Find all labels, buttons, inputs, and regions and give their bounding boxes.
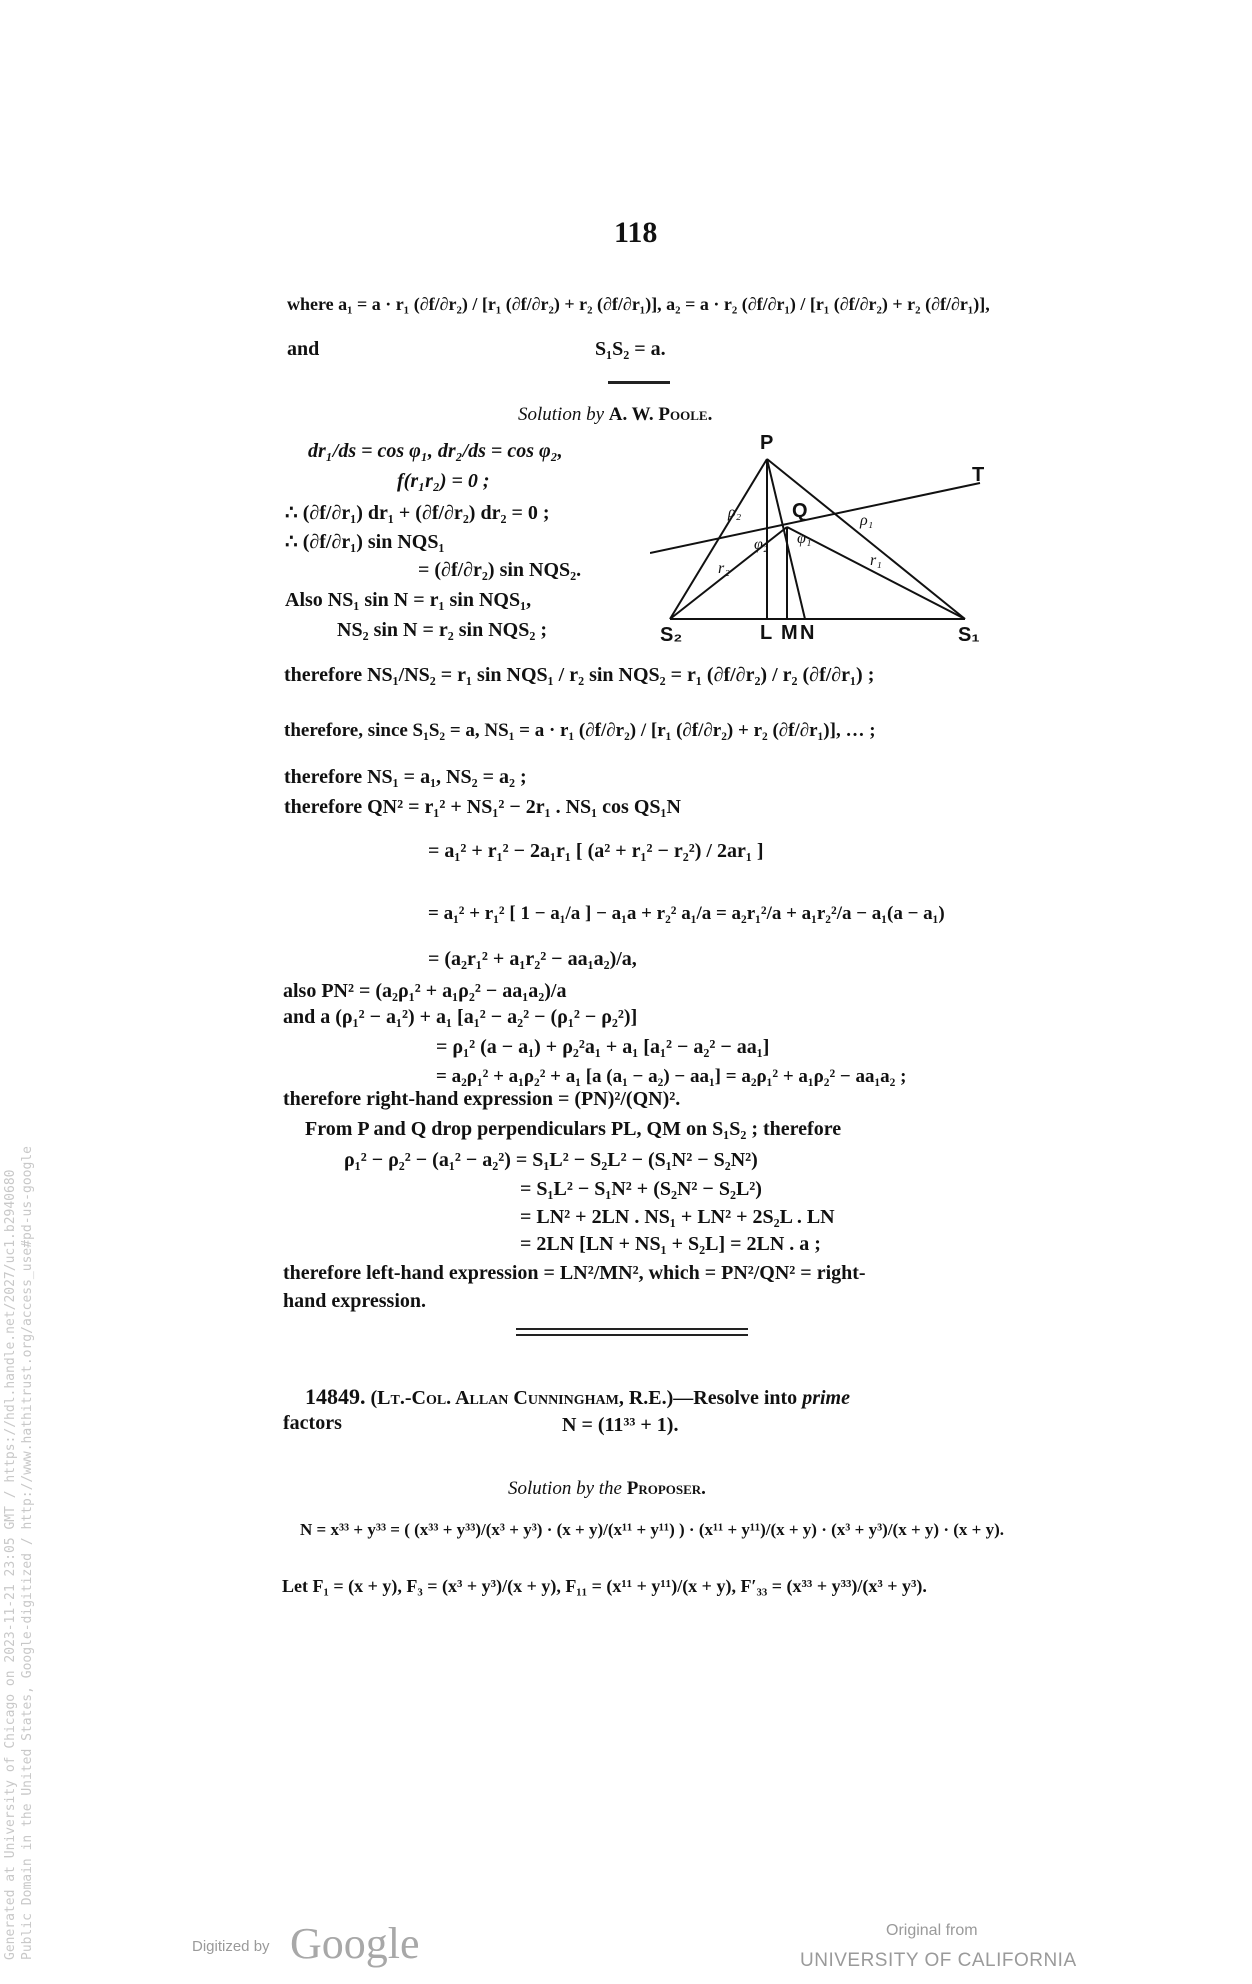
proof-line-20: From P and Q drop perpendiculars PL, QM on S₁S₂ ; therefore	[305, 1118, 842, 1140]
problem-text-italic: prime	[802, 1387, 850, 1409]
proof-line-21: ρ₁² − ρ₂² − (a₁² − a₂²) = S₁L² − S₂L² − (S₁N² − S₂N²)	[344, 1149, 758, 1171]
double-rule-top	[516, 1328, 748, 1330]
label-q: Q	[792, 500, 808, 522]
label-rho1: ρ₁	[860, 512, 874, 529]
proof-line-26: hand expression.	[283, 1290, 427, 1312]
proof-line-5: = (∂f/∂r₂) sin NQS₂.	[418, 559, 582, 581]
line-q-s1	[787, 527, 965, 619]
proof-line-25: therefore left-hand expression = LN²/MN², which = PN²/QN² = right-	[283, 1262, 866, 1284]
geometry-diagram	[650, 425, 1000, 650]
google-logo: Google	[290, 1919, 420, 1968]
problem-equation: N = (11³³ + 1).	[562, 1414, 679, 1436]
proof-line-17: = ρ₁² (a − a₁) + ρ₂²a₁ + a₁ [a₁² − a₂² − aa₁]	[436, 1036, 770, 1058]
proof-line-1: dr₁/ds = cos φ₁, dr₂/ds = cos φ₂,	[308, 440, 563, 462]
proof-line-6: Also NS₁ sin N = r₁ sin NQS₁,	[285, 589, 532, 611]
proof-line-14: = (a₂r₁² + a₁r₂² − aa₁a₂)/a,	[428, 948, 637, 970]
label-s2: S₂	[660, 624, 683, 646]
formula-a1-a2: where a₁ = a · r₁ (∂f/∂r₂) / [r₁ (∂f/∂r₂) + r₂ (∂f/∂r₁)], a₂ = a · r₂ (∂f/∂r₁) / [r₁ (∂f/∂r₂) + r₂ (∂f/∂r₁)],	[287, 294, 990, 314]
proof-line-9: therefore, since S₁S₂ = a, NS₁ = a · r₁ (∂f/∂r₂) / [r₁ (∂f/∂r₂) + r₂ (∂f/∂r₁)], … ;	[284, 720, 876, 741]
watermark-line-1: Generated at University of Chicago on 2023-11-21 23:05 GMT / https://hdl.handle.net/2027/uc1.b2940680	[3, 1169, 18, 1960]
proof-line-19: therefore right-hand expression = (PN)²/(QN)².	[283, 1088, 681, 1110]
solution2-eq2: Let F₁ = (x + y), F₃ = (x³ + y³)/(x + y), F₁₁ = (x¹¹ + y¹¹)/(x + y), F′₃₃ = (x³³ + y³³)/(x³ + y³).	[282, 1576, 927, 1596]
section-divider	[608, 381, 670, 384]
digitized-by-label: Digitized by	[192, 1938, 270, 1955]
proof-line-13: = a₁² + r₁² [ 1 − a₁/a ] − a₁a + r₂² a₁/a = a₂r₁²/a + a₁r₂²/a − a₁(a − a₁)	[428, 903, 945, 924]
s1s2-equation: S₁S₂ = a.	[595, 338, 666, 360]
proof-line-4: ∴ (∂f/∂r₁) sin NQS₁	[285, 531, 445, 553]
proof-line-3: ∴ (∂f/∂r₁) dr₁ + (∂f/∂r₂) dr₂ = 0 ;	[285, 502, 550, 524]
problem-number: 14849.	[305, 1384, 366, 1409]
label-n: N	[800, 622, 815, 644]
proof-line-10: therefore NS₁ = a₁, NS₂ = a₂ ;	[284, 766, 527, 788]
solution-heading-author: A. W. Poole.	[608, 404, 713, 425]
label-s1: S₁	[958, 624, 980, 646]
problem-proposer: (Lt.-Col. Allan Cunningham, R.E.)	[370, 1387, 674, 1409]
proof-line-22: = S₁L² − S₁N² + (S₂N² − S₂L²)	[520, 1178, 762, 1200]
problem-text: —Resolve into	[673, 1387, 798, 1409]
label-phi2: φ₂	[754, 536, 769, 553]
proof-line-15: also PN² = (a₂ρ₁² + a₁ρ₂² − aa₁a₂)/a	[283, 980, 567, 1002]
label-m: M	[781, 622, 798, 644]
original-from-label: Original from	[886, 1922, 978, 1939]
proof-line-23: = LN² + 2LN . NS₁ + LN² + 2S₂L . LN	[520, 1206, 835, 1228]
label-l: L	[760, 622, 773, 644]
label-r1: r₁	[870, 552, 882, 569]
and-word: and	[287, 338, 320, 360]
problem-statement	[305, 1384, 850, 1410]
proof-line-18: = a₂ρ₁² + a₁ρ₂² + a₁ [a (a₁ − a₂) − aa₁] = a₂ρ₁² + a₁ρ₂² − aa₁a₂ ;	[436, 1066, 907, 1087]
problem-factors-word: factors	[283, 1412, 342, 1434]
solution-heading	[518, 404, 712, 426]
proof-line-11: therefore QN² = r₁² + NS₁² − 2r₁ . NS₁ cos QS₁N	[284, 796, 681, 818]
label-r2: r₂	[718, 560, 730, 577]
proof-line-12: = a₁² + r₁² − 2a₁r₁ [ (a² + r₁² − r₂²) / 2ar₁ ]	[428, 840, 764, 862]
watermark-line-2: Public Domain in the United States, Google-digitized / http://www.hathitrust.org/access_use#pd-us-google	[20, 1146, 35, 1960]
label-p: P	[760, 432, 774, 454]
proof-line-8: therefore NS₁/NS₂ = r₁ sin NQS₁ / r₂ sin NQS₂ = r₁ (∂f/∂r₂) / r₂ (∂f/∂r₁) ;	[284, 664, 875, 686]
label-rho2: ρ₂	[728, 504, 742, 521]
proof-line-2: f(r₁r₂) = 0 ;	[397, 470, 490, 492]
proof-line-7: NS₂ sin N = r₂ sin NQS₂ ;	[337, 619, 547, 641]
solution2-heading-author: Proposer.	[626, 1478, 706, 1499]
solution-heading-prefix: Solution by	[518, 404, 605, 425]
solution2-heading	[508, 1478, 706, 1500]
proof-line-16: and a (ρ₁² − a₁²) + a₁ [a₁² − a₂² − (ρ₁² − ρ₂²)]	[283, 1006, 638, 1028]
double-rule-bottom	[516, 1334, 748, 1336]
proof-line-24: = 2LN [LN + NS₁ + S₂L] = 2LN . a ;	[520, 1233, 821, 1255]
hathitrust-watermark	[2, 1146, 36, 1960]
label-phi1: φ₁	[797, 530, 812, 547]
solution2-heading-prefix: Solution by the	[508, 1478, 622, 1499]
university-label: UNIVERSITY OF CALIFORNIA	[800, 1950, 1077, 1971]
solution2-eq1: N = x³³ + y³³ = ( (x³³ + y³³)/(x³ + y³) · (x + y)/(x¹¹ + y¹¹) ) · (x¹¹ + y¹¹)/(x + y) · (x³ + y³)/(x + y) · (x + y).	[300, 1520, 1004, 1539]
page-number: 118	[614, 216, 658, 249]
label-t: T	[972, 464, 985, 486]
